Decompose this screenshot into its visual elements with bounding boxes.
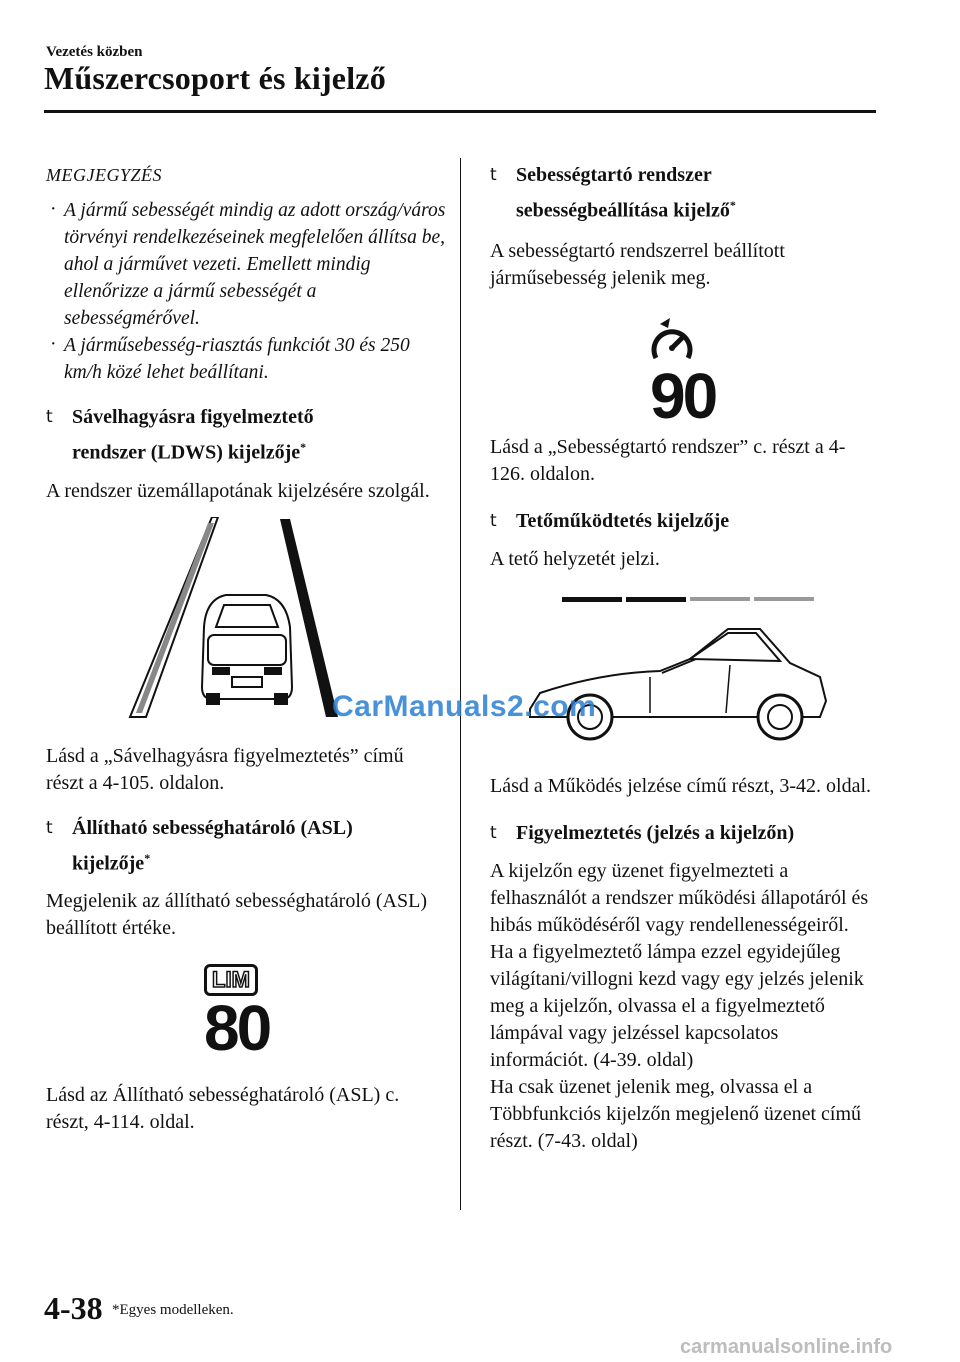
- roof-illustration: [490, 589, 880, 769]
- ldws-ref: Lásd a „Sávelhagyásra figyelmeztetés” című részt a 4-105. oldalon.: [46, 744, 404, 794]
- page-title: Műszercsoport és kijelző: [44, 60, 386, 96]
- asl-body: Megjelenik az állítható sebességhatároló (ASL) beállított értéke.: [46, 890, 427, 940]
- cruise-ref: Lásd a „Sebességtartó rendszer” c. részt a 4-126. oldalon.: [490, 435, 846, 485]
- page-number: 4-38: [44, 1290, 103, 1326]
- site-watermark: carmanualsonline.info: [680, 1336, 893, 1358]
- ldws-heading: t Sávelhagyásra figyelmeztető rendszer (LDWS) kijelzője*: [46, 402, 446, 468]
- asl-heading: t Állítható sebességhatároló (ASL) kijelzője*: [46, 816, 353, 875]
- note-title: MEGJEGYZÉS: [46, 165, 162, 185]
- section-label: Vezetés közben: [46, 44, 143, 60]
- right-column: [490, 160, 880, 1155]
- roof-position-car-icon: [490, 589, 880, 769]
- roof-body: A tető helyzetét jelzi.: [490, 547, 660, 570]
- roof-heading: t Tetőműködtetés kijelzője: [490, 509, 730, 532]
- asl-speed: 80: [204, 992, 270, 1065]
- cruise-display: [490, 318, 880, 434]
- note-item: · A járműsebesség-riasztás funkciót 30 és 250 km/h közé lehet beállítani.: [46, 332, 446, 386]
- roof-ref: Lásd a Működés jelzése című részt, 3-42. oldal.: [490, 774, 871, 797]
- warning-heading: t Figyelmeztetés (jelzés a kijelzőn): [490, 821, 795, 844]
- column-divider: [460, 158, 461, 1210]
- footnote: *Egyes modelleken.: [112, 1302, 234, 1318]
- title-rule: [44, 110, 876, 113]
- note-list: [46, 197, 446, 386]
- lim-badge: LIM: [204, 964, 258, 996]
- heading-mark: t: [46, 407, 53, 427]
- watermark: CarManuals2.com: [332, 690, 597, 723]
- asl-display: [46, 964, 446, 1074]
- note-item: · A jármű sebességét mindig az adott ország/város törvényi rendelkezéseinek megfelelően állítsa be, ahol a járművet vezeti. Emellett mindig ellenőrizze a jármű sebességét a sebességmérővel.: [46, 197, 446, 332]
- cruise-body: A sebességtartó rendszerrel beállított járműsebesség jelenik meg.: [490, 239, 785, 289]
- warning-body-2: Ha a figyelmeztető lámpa ezzel egyidejűleg világítani/villogni kezd vagy egy jelzés jelenik meg a kijelzőn, olvassa el a figyelmeztető lámpával vagy jelzéssel kapcsolatos információt. (4-39. oldal): [490, 940, 864, 1071]
- left-column: [46, 162, 446, 1136]
- asl-ref: Lásd az Állítható sebességhatároló (ASL) c. részt, 4-114. oldal.: [46, 1084, 400, 1134]
- cruise-speedometer-icon: [646, 318, 698, 366]
- ldws-body: A rendszer üzemállapotának kijelzésére szolgál.: [46, 479, 430, 502]
- cruise-heading: t Sebességtartó rendszer sebességbeállítása kijelző*: [490, 164, 736, 222]
- cruise-speed: 90: [650, 359, 716, 432]
- warning-body-3: Ha csak üzenet jelenik meg, olvassa el a Többfunkciós kijelzőn megjelenő üzenet című részt. (7-43. oldal): [490, 1075, 861, 1152]
- warning-body: A kijelzőn egy üzenet figyelmezteti a felhasználót a rendszer működési állapotáról és hibás működéséről vagy rendellenességeiről.: [490, 859, 869, 936]
